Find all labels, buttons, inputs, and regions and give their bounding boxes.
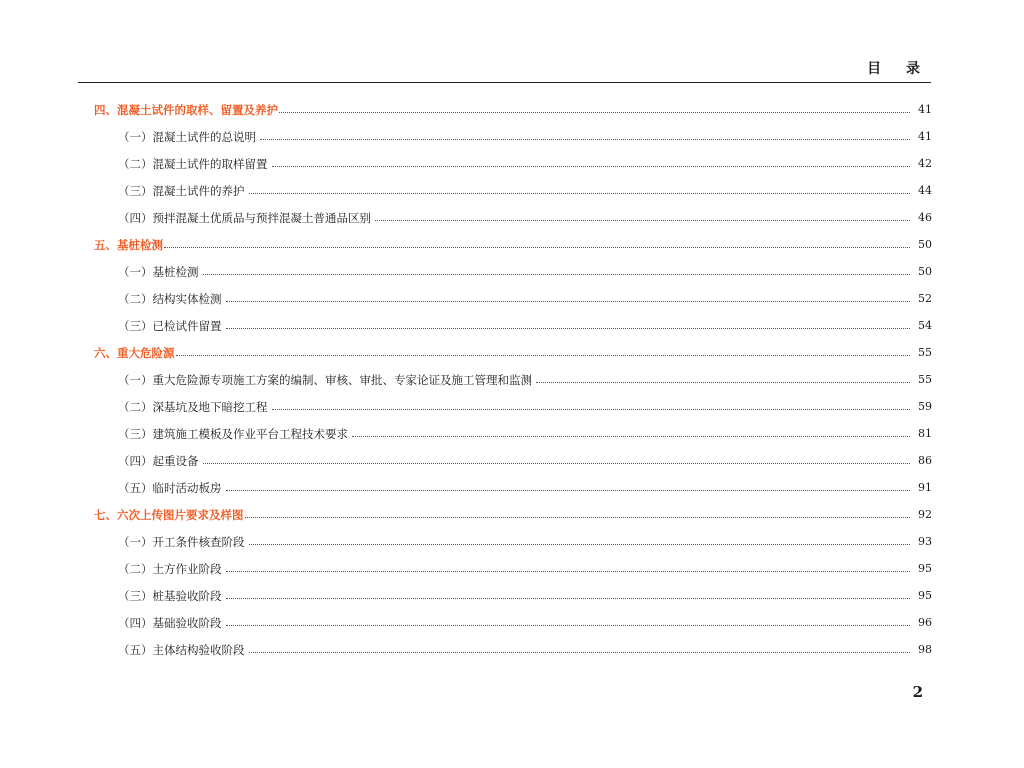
toc-dot-leader <box>279 112 910 113</box>
header-divider <box>78 82 931 83</box>
toc-dot-leader <box>536 382 910 383</box>
toc-dot-leader <box>249 652 911 653</box>
toc-subsection-entry[interactable] <box>94 177 932 204</box>
toc-entry-title: （四）预拌混凝土优质品与预拌混凝土普通品区别 <box>118 210 371 225</box>
toc-dot-leader <box>226 301 911 302</box>
toc-entry-page-number: 95 <box>918 562 932 575</box>
toc-entry-title: （四）起重设备 <box>118 453 199 468</box>
toc-subsection-entry[interactable] <box>94 528 932 555</box>
toc-subsection-entry[interactable] <box>94 420 932 447</box>
toc-dot-leader <box>203 274 911 275</box>
table-of-contents <box>94 96 932 663</box>
toc-entry-title: 六、重大危险源 <box>94 345 175 360</box>
toc-section-heading[interactable] <box>94 501 932 528</box>
toc-subsection-entry[interactable] <box>94 582 932 609</box>
toc-subsection-entry[interactable] <box>94 447 932 474</box>
toc-entry-title: （二）土方作业阶段 <box>118 561 222 576</box>
toc-entry-page-number: 42 <box>918 157 932 170</box>
toc-subsection-entry[interactable] <box>94 474 932 501</box>
page-number: 2 <box>912 683 923 701</box>
toc-dot-leader <box>272 409 911 410</box>
toc-entry-page-number: 55 <box>918 373 932 386</box>
toc-entry-title: （五）临时活动板房 <box>118 480 222 495</box>
toc-entry-title: （三）建筑施工模板及作业平台工程技术要求 <box>118 426 348 441</box>
toc-entry-page-number: 52 <box>918 292 932 305</box>
toc-entry-title: （三）混凝土试件的养护 <box>118 183 245 198</box>
toc-entry-page-number: 81 <box>918 427 932 440</box>
toc-entry-page-number: 55 <box>918 346 932 359</box>
toc-entry-page-number: 59 <box>918 400 932 413</box>
toc-dot-leader <box>226 328 911 329</box>
toc-entry-page-number: 50 <box>918 238 932 251</box>
toc-entry-page-number: 98 <box>918 643 932 656</box>
toc-subsection-entry[interactable] <box>94 285 932 312</box>
toc-entry-title: （二）深基坑及地下暗挖工程 <box>118 399 268 414</box>
toc-subsection-entry[interactable] <box>94 609 932 636</box>
toc-entry-title: 五、基桩检测 <box>94 237 163 252</box>
toc-entry-title: （三）已检试件留置 <box>118 318 222 333</box>
toc-dot-leader <box>375 220 910 221</box>
page-header-title: 目 录 <box>867 61 930 77</box>
toc-dot-leader <box>203 463 911 464</box>
toc-dot-leader <box>272 166 911 167</box>
toc-subsection-entry[interactable] <box>94 312 932 339</box>
toc-entry-page-number: 54 <box>918 319 932 332</box>
toc-entry-title: 四、混凝土试件的取样、留置及养护 <box>94 102 278 117</box>
toc-subsection-entry[interactable] <box>94 123 932 150</box>
toc-entry-page-number: 46 <box>918 211 932 224</box>
toc-dot-leader <box>226 625 911 626</box>
toc-entry-page-number: 44 <box>918 184 932 197</box>
toc-section-heading[interactable] <box>94 339 932 366</box>
toc-entry-title: （二）混凝土试件的取样留置 <box>118 156 268 171</box>
toc-subsection-entry[interactable] <box>94 636 932 663</box>
toc-section-heading[interactable] <box>94 231 932 258</box>
toc-entry-title: （二）结构实体检测 <box>118 291 222 306</box>
toc-entry-page-number: 86 <box>918 454 932 467</box>
toc-entry-title: （四）基础验收阶段 <box>118 615 222 630</box>
toc-dot-leader <box>249 544 911 545</box>
toc-entry-page-number: 41 <box>918 130 932 143</box>
toc-entry-title: （三）桩基验收阶段 <box>118 588 222 603</box>
toc-entry-page-number: 92 <box>918 508 932 521</box>
toc-entry-page-number: 91 <box>918 481 932 494</box>
toc-subsection-entry[interactable] <box>94 204 932 231</box>
toc-subsection-entry[interactable] <box>94 555 932 582</box>
toc-entry-page-number: 96 <box>918 616 932 629</box>
toc-subsection-entry[interactable] <box>94 258 932 285</box>
toc-entry-title: （五）主体结构验收阶段 <box>118 642 245 657</box>
toc-dot-leader <box>249 193 911 194</box>
toc-dot-leader <box>226 490 911 491</box>
toc-entry-page-number: 50 <box>918 265 932 278</box>
toc-entry-title: （一）混凝土试件的总说明 <box>118 129 256 144</box>
toc-entry-title: 七、六次上传图片要求及样图 <box>94 507 244 522</box>
toc-dot-leader <box>176 355 911 356</box>
toc-entry-title: （一）基桩检测 <box>118 264 199 279</box>
toc-dot-leader <box>352 436 910 437</box>
toc-dot-leader <box>164 247 910 248</box>
toc-entry-title: （一）重大危险源专项施工方案的编制、审核、审批、专家论证及施工管理和监测 <box>118 372 532 387</box>
toc-entry-title: （一）开工条件核查阶段 <box>118 534 245 549</box>
toc-dot-leader <box>226 571 911 572</box>
toc-entry-page-number: 41 <box>918 103 932 116</box>
toc-subsection-entry[interactable] <box>94 393 932 420</box>
toc-subsection-entry[interactable] <box>94 366 932 393</box>
toc-section-heading[interactable] <box>94 96 932 123</box>
toc-subsection-entry[interactable] <box>94 150 932 177</box>
toc-dot-leader <box>260 139 910 140</box>
toc-entry-page-number: 93 <box>918 535 932 548</box>
toc-dot-leader <box>226 598 911 599</box>
toc-entry-page-number: 95 <box>918 589 932 602</box>
toc-dot-leader <box>245 517 911 518</box>
